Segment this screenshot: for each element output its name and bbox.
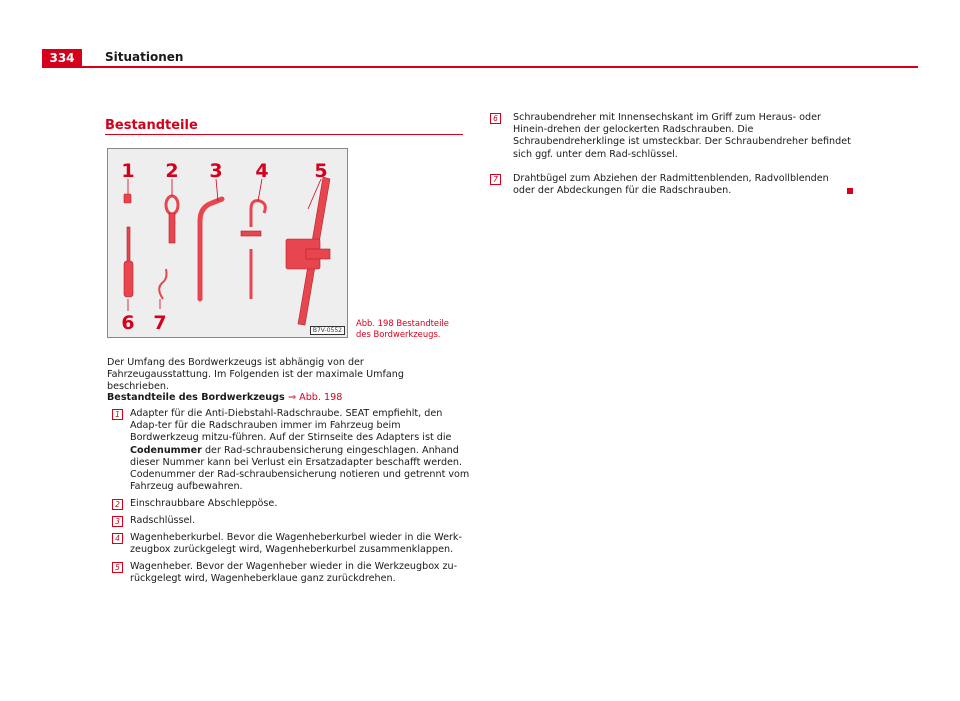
toolkit-figure [107, 148, 348, 338]
item-number-badge: 6 [490, 113, 501, 124]
item-1-code-term: Codenummer [130, 444, 202, 456]
page-number: 334 [42, 49, 82, 67]
towing-eye-tool [166, 196, 178, 214]
callout-5: 5 [314, 160, 328, 182]
item-number-badge: 4 [112, 533, 123, 544]
section-title: Bestandteile [105, 118, 198, 133]
wire-hook-tool [159, 269, 166, 299]
callout-7: 7 [153, 312, 167, 334]
item-6-text: Schraubendreher mit Innensechskant im Griff zum Heraus- oder Hinein-drehen der gelockerten Radschrauben. Die Schraubendreherklinge ist umsteckbar. Der Schraubendreher befindet sich ggf. unter dem Rad-schlüssel. [513, 112, 851, 160]
figure-caption: Abb. 198 Bestandteile des Bordwerkzeugs. [356, 318, 449, 339]
subheading [107, 392, 342, 404]
callout-2: 2 [165, 160, 179, 182]
subheading-label: Bestandteile des Bordwerkzeugs [107, 392, 285, 403]
item-number-badge: 2 [112, 499, 123, 510]
towing-eye-shaft [169, 213, 175, 243]
callout-line-4 [258, 179, 262, 201]
callout-line-3 [216, 179, 218, 201]
figure-reference-link[interactable]: ⇒ Abb. 198 [288, 392, 343, 403]
item-1-text [130, 408, 470, 493]
item-number-badge: 5 [112, 562, 123, 573]
chapter-title: Situationen [105, 50, 184, 64]
item-1-text-a: Adapter für die Anti-Diebstahl-Radschraube. SEAT empfiehlt, den Adap-ter für die Radschrauben immer im Fahrzeug beim Bordwerkzeug mitzu-führen. Auf der Stirnseite des Adapters ist die [130, 408, 452, 444]
item-7-text: Drahtbügel zum Abziehen der Radmittenblenden, Radvollblenden oder der Abdeckungen für die Radschrauben. [513, 173, 829, 197]
callout-4: 4 [255, 160, 269, 182]
toolkit-illustration [108, 149, 349, 339]
callout-1: 1 [121, 160, 135, 182]
item-number-badge: 7 [490, 174, 501, 185]
item-2-text: Einschraubbare Abschleppöse. [130, 498, 278, 509]
callout-6: 6 [121, 312, 135, 334]
item-number-badge: 3 [112, 516, 123, 527]
item-4-text: Wagenheberkurbel. Bevor die Wagenheberkurbel wieder in die Werk-zeugbox zurückgelegt wird, Wagenheberkurbel zusammenklappen. [130, 532, 462, 556]
section-end-marker [847, 188, 853, 194]
car-jack-plate [306, 249, 330, 259]
item-3-text: Radschlüssel. [130, 515, 196, 526]
wheel-wrench-tool [200, 199, 222, 299]
intro-paragraph: Der Umfang des Bordwerkzeugs ist abhängig von der Fahrzeugausstattung. Im Folgenden ist der maximale Umfang beschrieben. [107, 357, 404, 393]
jack-crank-handle [241, 231, 261, 236]
jack-crank-tool [251, 201, 265, 299]
section-rule [105, 134, 463, 135]
header-rule [42, 66, 918, 68]
adapter-tool [124, 194, 131, 203]
item-5-text: Wagenheber. Bevor der Wagenheber wieder in die Werkzeugbox zu-rückgelegt wird, Wagenheberklaue ganz zurückdrehen. [130, 561, 458, 585]
figure-code: B7V-0552 [310, 326, 345, 335]
screwdriver-handle [124, 261, 133, 297]
callout-3: 3 [209, 160, 223, 182]
item-1-text-b: der Rad-schraubensicherung eingeschlagen. Anhand dieser Nummer kann bei Verlust ein Ersatzadapter beschafft werden. Codenummer der Rad-schraubensicherung notieren und getrennt vom Fahrzeug aufbewahren. [130, 444, 470, 493]
item-number-badge: 1 [112, 409, 123, 420]
